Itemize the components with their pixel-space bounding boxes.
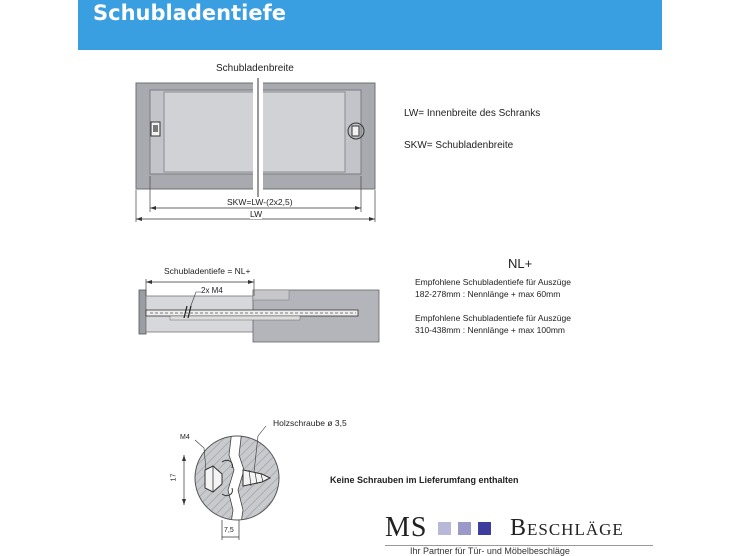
drawer-depth-label: Schubladentiefe = NL+ bbox=[164, 266, 251, 276]
recommendation-1-line2: 182-278mm : Nennlänge + max 60mm bbox=[415, 289, 561, 299]
recommendation-1-line1: Empfohlene Schubladentiefe für Auszüge bbox=[415, 277, 571, 287]
recommendation-2-line1: Empfohlene Schubladentiefe für Auszüge bbox=[415, 313, 571, 323]
wood-screw-label: Holzschraube ø 3,5 bbox=[273, 418, 347, 428]
skw-note: SKW= Schubladenbreite bbox=[404, 140, 514, 151]
lw-dimension-label: LW bbox=[250, 209, 263, 219]
nl-heading: NL+ bbox=[508, 256, 533, 271]
page-title: Schubladentiefe bbox=[93, 1, 286, 25]
m4-label: M4 bbox=[180, 434, 190, 441]
logo-beschlaege: Beschläge bbox=[510, 515, 624, 541]
logo-square-2 bbox=[458, 522, 471, 535]
no-screws-note: Keine Schrauben im Lieferumfang enthalten bbox=[330, 475, 519, 485]
dimension-7-5-label: 7,5 bbox=[224, 527, 234, 534]
dimension-17-label: 17 bbox=[170, 473, 178, 482]
recommendation-2-line2: 310-438mm : Nennlänge + max 100mm bbox=[415, 325, 566, 335]
logo-ms: MS bbox=[385, 512, 428, 543]
skw-dimension-label: SKW=LW-(2x2,5) bbox=[227, 197, 293, 207]
lw-note: LW= Innenbreite des Schranks bbox=[404, 108, 541, 119]
drawer-width-label: Schubladenbreite bbox=[216, 63, 294, 74]
logo-square-3 bbox=[478, 522, 491, 535]
logo-square-1 bbox=[438, 522, 451, 535]
m4-screw-label: 2x M4 bbox=[201, 286, 223, 295]
logo-tagline: Ihr Partner für Tür- und Möbelbeschläge bbox=[410, 546, 570, 556]
